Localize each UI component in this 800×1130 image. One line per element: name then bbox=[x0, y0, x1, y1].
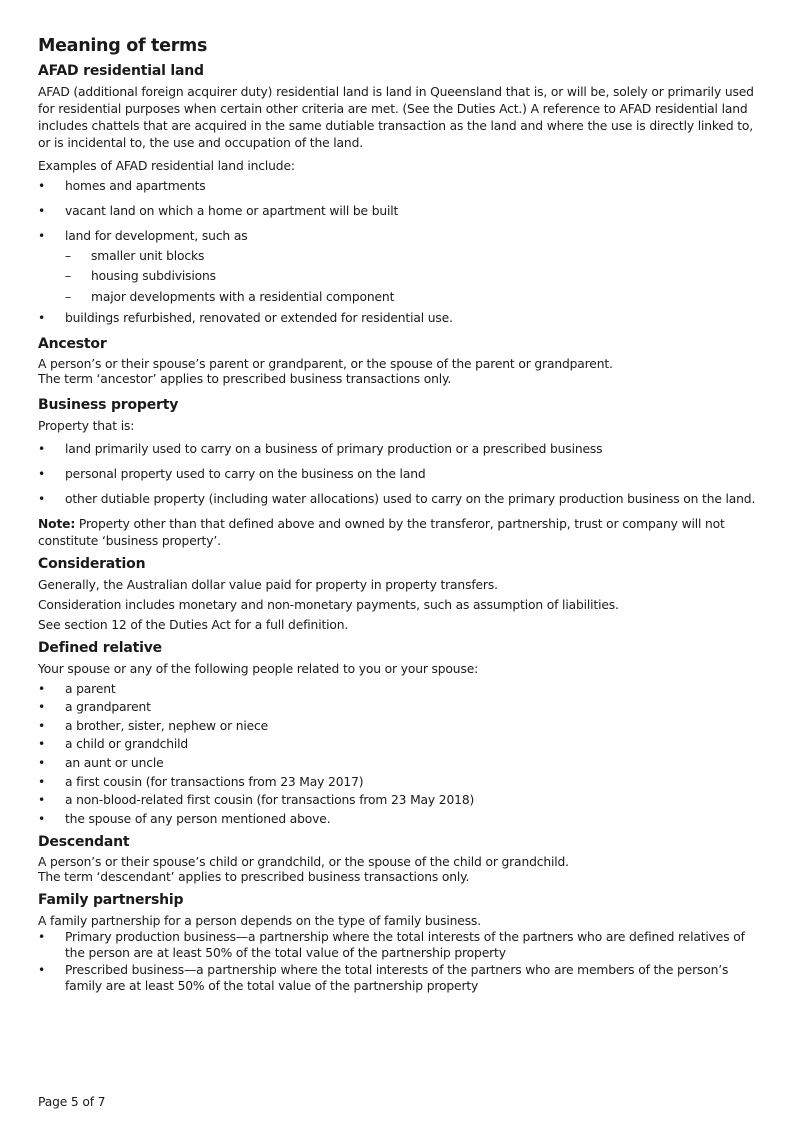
ancestor-scope-note: The term ‘ancestor’ applies to prescribed business transactions only. bbox=[38, 372, 452, 387]
afad-examples-list bbox=[38, 178, 764, 327]
sub-list-item-text: smaller unit blocks bbox=[91, 249, 205, 263]
family-intro: A family partnership for a person depends on the type of family business. bbox=[38, 913, 481, 928]
descendant-definition: A person’s or their spouse’s child or grandchild, or the spouse of the child or grandchild. bbox=[38, 854, 569, 869]
bullet-icon: • bbox=[38, 737, 46, 752]
list-item bbox=[38, 929, 764, 961]
list-item bbox=[38, 774, 764, 791]
list-item-text: the spouse of any person mentioned above. bbox=[65, 811, 331, 826]
list-item-text: buildings refurbished, renovated or extended for residential use. bbox=[65, 310, 453, 325]
list-item-text: vacant land on which a home or apartment will be built bbox=[65, 204, 399, 218]
page-title: Meaning of terms bbox=[38, 36, 208, 56]
dash-icon: – bbox=[65, 269, 71, 284]
bullet-icon: • bbox=[38, 179, 46, 193]
relative-heading: Defined relative bbox=[38, 639, 162, 656]
dash-icon: – bbox=[65, 249, 71, 263]
afad-definition: AFAD (additional foreign acquirer duty) residential land is land in Queensland that is, or will be, solely or primarily used for residential purposes when certain other criteria are met. (See the Duties Act.) A reference to AFAD residential land includes chattels that are acquired in the same dutiable transaction as the land and where the use is directly linked to, or is incidental to, the use and occupation of the land. bbox=[38, 85, 754, 150]
bullet-icon: • bbox=[38, 811, 46, 826]
list-item bbox=[38, 811, 764, 828]
list-item bbox=[38, 681, 764, 698]
afad-heading: AFAD residential land bbox=[38, 63, 204, 79]
list-item-text: a parent bbox=[65, 681, 116, 696]
list-item bbox=[38, 718, 764, 735]
list-item bbox=[38, 203, 764, 220]
list-item bbox=[38, 228, 764, 306]
list-item bbox=[38, 491, 764, 508]
bullet-icon: • bbox=[38, 963, 46, 978]
bullet-icon: • bbox=[38, 681, 46, 696]
afad-examples-intro: Examples of AFAD residential land include: bbox=[38, 159, 295, 173]
list-item bbox=[38, 962, 764, 994]
dash-icon: – bbox=[65, 289, 71, 304]
note-label: Note: bbox=[38, 516, 76, 531]
page-number: Page 5 of 7 bbox=[38, 1095, 106, 1109]
bullet-icon: • bbox=[38, 929, 46, 944]
list-item-text: a grandparent bbox=[65, 700, 151, 715]
consideration-line: Generally, the Australian dollar value paid for property in property transfers. bbox=[38, 577, 498, 592]
consideration-heading: Consideration bbox=[38, 555, 146, 572]
sub-list-item-text: housing subdivisions bbox=[91, 269, 216, 284]
bullet-icon: • bbox=[38, 700, 46, 715]
descendant-heading: Descendant bbox=[38, 833, 130, 850]
bullet-icon: • bbox=[38, 491, 46, 506]
list-item bbox=[38, 699, 764, 716]
list-item-text: a first cousin (for transactions from 23 May 2017) bbox=[65, 774, 364, 789]
list-item-text: other dutiable property (including water allocations) used to carry on the primary production business on the land. bbox=[65, 491, 756, 506]
sub-list-item bbox=[65, 248, 764, 265]
bullet-icon: • bbox=[38, 204, 46, 218]
list-item-text: land for development, such as bbox=[65, 229, 248, 243]
business-heading: Business property bbox=[38, 396, 179, 413]
relative-intro: Your spouse or any of the following people related to you or your spouse: bbox=[38, 661, 479, 676]
sub-list-item-text: major developments with a residential component bbox=[91, 289, 395, 304]
bullet-icon: • bbox=[38, 441, 46, 456]
ancestor-heading: Ancestor bbox=[38, 335, 107, 352]
note-text: Property other than that defined above and owned by the transferor, partnership, trust or company will not constitute ‘business property’. bbox=[38, 516, 725, 548]
section-business-property bbox=[38, 397, 764, 550]
document-page bbox=[38, 36, 764, 996]
section-descendant bbox=[38, 834, 764, 886]
bullet-icon: • bbox=[38, 718, 46, 733]
afad-development-sublist bbox=[65, 248, 764, 306]
list-item-text: a brother, sister, nephew or niece bbox=[65, 718, 269, 733]
list-item-text: a non-blood-related first cousin (for transactions from 23 May 2018) bbox=[65, 793, 475, 808]
bullet-icon: • bbox=[38, 466, 46, 481]
business-note bbox=[38, 516, 764, 550]
bullet-icon: • bbox=[38, 774, 46, 789]
bullet-icon: • bbox=[38, 793, 46, 808]
list-item bbox=[38, 310, 764, 327]
bullet-icon: • bbox=[38, 310, 46, 325]
list-item bbox=[38, 466, 764, 483]
consideration-line: See section 12 of the Duties Act for a full definition. bbox=[38, 617, 349, 632]
sub-list-item bbox=[65, 289, 764, 306]
list-item-text: personal property used to carry on the business on the land bbox=[65, 466, 426, 481]
consideration-line: Consideration includes monetary and non-monetary payments, such as assumption of liabilities. bbox=[38, 597, 619, 612]
bullet-icon: • bbox=[38, 755, 46, 770]
list-item-text: land primarily used to carry on a business of primary production or a prescribed business bbox=[65, 441, 603, 456]
list-item-text: an aunt or uncle bbox=[65, 755, 164, 770]
family-heading: Family partnership bbox=[38, 891, 184, 908]
list-item bbox=[38, 178, 764, 195]
list-item-text: a child or grandchild bbox=[65, 737, 189, 752]
list-item bbox=[38, 736, 764, 753]
relative-list bbox=[38, 681, 764, 828]
list-item-text: Prescribed business—a partnership where the total interests of the partners who are members of the person’s family are at least 50% of the total value of the partnership property bbox=[65, 963, 729, 994]
family-list bbox=[38, 929, 764, 995]
list-item bbox=[38, 792, 764, 809]
list-item-text: Primary production business—a partnership where the total interests of the partners who are defined relatives of the person are at least 50% of the total value of the partnership property bbox=[65, 929, 745, 960]
bullet-icon: • bbox=[38, 229, 46, 243]
list-item bbox=[38, 441, 764, 458]
list-item-text: homes and apartments bbox=[65, 179, 206, 193]
business-intro: Property that is: bbox=[38, 418, 135, 433]
section-consideration bbox=[38, 556, 764, 634]
descendant-scope-note: The term ‘descendant’ applies to prescribed business transactions only. bbox=[38, 870, 470, 885]
section-defined-relative bbox=[38, 640, 764, 828]
business-list bbox=[38, 441, 764, 508]
section-ancestor bbox=[38, 336, 764, 388]
list-item bbox=[38, 755, 764, 772]
ancestor-definition: A person’s or their spouse’s parent or grandparent, or the spouse of the parent or grandparent. bbox=[38, 356, 613, 371]
section-family-partnership bbox=[38, 892, 764, 995]
section-afad-residential-land bbox=[38, 63, 764, 327]
sub-list-item bbox=[65, 268, 764, 285]
